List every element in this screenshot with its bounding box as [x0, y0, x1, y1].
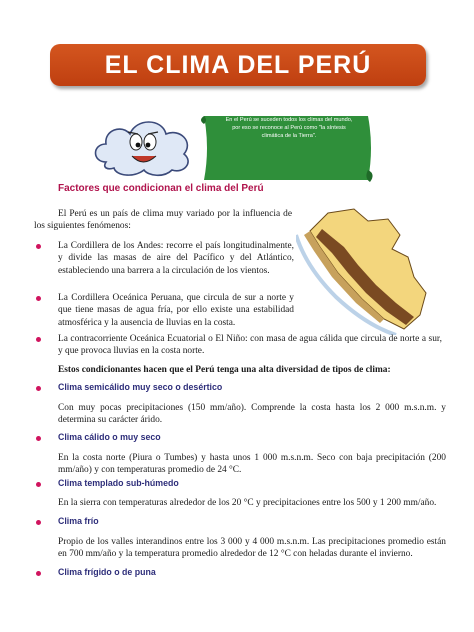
cloud-illustration: [88, 112, 198, 182]
bullet-dot: [36, 520, 41, 525]
climate-title: Clima frígido o de puna: [58, 567, 156, 577]
bullet-dot: [36, 482, 41, 487]
factor-item: La Cordillera Oceánica Peruana, que circula de sur a norte y que tiene masas de agua fría, por ello existe una estabilidad atmosférica y la ausencia de lluvias en la costa.: [58, 293, 294, 328]
factor-item: La contracorriente Oceánica Ecuatorial o El Niño: con masa de agua cálida que circula de norte a sur, y que provoca lluvias en la costa norte.: [58, 334, 442, 357]
page-title: EL CLIMA DEL PERÚ: [104, 50, 372, 79]
climate-title: Clima semicálido muy seco o desértico: [58, 382, 223, 392]
climate-description: En la sierra con temperaturas alrededor de los 20 °C y precipitaciones entre los 500 y 1 200 mm/año.: [58, 498, 437, 508]
bullet-dot: [36, 386, 41, 391]
bullet-dot: [36, 244, 41, 249]
climate-description: Con muy pocas precipitaciones (150 mm/año). Comprende la costa hasta los 2 000 m.s.n.m. y determina su carácter árido.: [58, 403, 446, 426]
climate-title: Clima templado sub-húmedo: [58, 478, 179, 488]
section-heading: Factores que condicionan el clima del Perú: [58, 183, 264, 194]
bullet-dot: [36, 296, 41, 301]
climate-title: Clima cálido o muy seco: [58, 432, 161, 442]
scroll-text: En el Perú se suceden todos los climas del mundo, por eso se reconoce al Perú como "la síntesis climática de la Tierra".: [225, 117, 353, 140]
bullet-dot: [36, 337, 41, 342]
bullet-dot: [36, 571, 41, 576]
peru-map: [296, 207, 446, 335]
climate-title: Clima frío: [58, 516, 99, 526]
factor-item: La Cordillera de los Andes: recorre el país longitudinalmente, y divide las masas de aire del Pacífico y del Atlántico, estableciendo una barrera a la circulación de los vientos.: [58, 241, 294, 276]
conditions-heading: Estos condicionantes hacen que el Perú tenga una alta diversidad de tipos de clima:: [58, 365, 391, 375]
intro-paragraph: El Perú es un país de clima muy variado por la influencia de los siguientes fenómenos:: [34, 209, 292, 232]
climate-description: En la costa norte (Piura o Tumbes) y hasta unos 1 000 m.s.n.m. Seco con baja precipitación (200 mm/año) y con temperaturas promedio de 24 °C.: [58, 453, 446, 476]
climate-description: Propio de los valles interandinos entre los 3 000 y 4 000 m.s.n.m. Las precipitaciones promedio están en 700 mm/año y la temperatura promedio alrededor de 12 °C con heladas durante el invierno.: [58, 537, 446, 560]
bullet-dot: [36, 436, 41, 441]
title-banner: [50, 44, 426, 86]
